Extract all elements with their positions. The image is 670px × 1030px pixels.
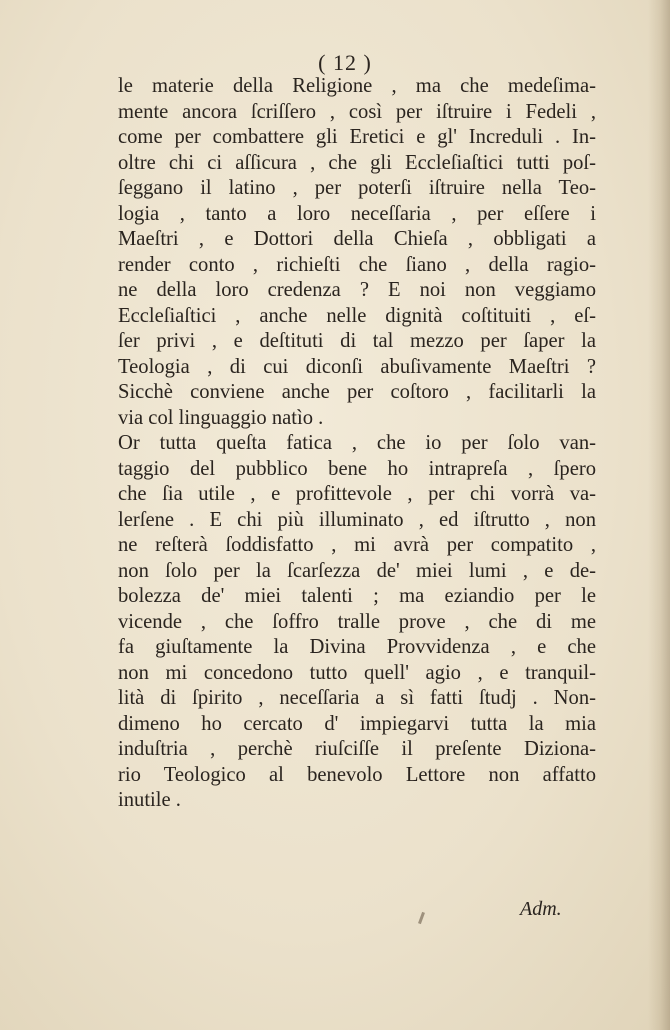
text-line: Teologia , di cui diconſi abuſivamente Maeſtri ? [118,355,596,378]
text-line: fa giuſtamente la Divina Provvidenza , e che [118,636,596,658]
page-number: ( 12 ) [318,50,372,75]
text-line: render conto , richieſti che ſiano , della ragio- [118,253,596,276]
text-line: come per combattere gli Eretici e gl' Increduli . In- [118,126,596,148]
text-line: ſeggano il latino , per poterſi iſtruire nella Teo- [118,177,596,199]
ink-mark [418,912,425,924]
text-line: lerſene . E chi più illuminato , ed iſtrutto , non [118,508,596,531]
text-line: taggio del pubblico bene ho intrapreſa , ſpero [118,457,596,480]
text-line: dimeno ho cercato d' impiegarvi tutta la mia [118,712,596,735]
text-line: via col linguaggio natìo . [118,406,324,429]
text-line: bolezza de' miei talenti ; ma eziandio per le [118,585,596,607]
text-line: induſtria , perchè riuſciſſe il preſente Diziona- [118,738,596,760]
text-line: Sicchè conviene anche per coſtoro , facilitarli la [118,381,596,403]
text-line: Maeſtri , e Dottori della Chieſa , obbligati a [118,228,596,250]
text-line: logia , tanto a loro neceſſaria , per eſſere i [118,202,596,225]
text-line: mente ancora ſcriſſero , così per iſtruire i Fedeli , [118,100,596,123]
text-line: le materie della Religione , ma che medeſima- [118,75,596,97]
text-line: inutile . [118,789,181,811]
text-line: non ſolo per la ſcarſezza de' miei lumi , e de- [118,559,596,582]
catchword: Adm. [520,898,562,920]
text-line: lità di ſpirito , neceſſaria a sì fatti ſtudj . Non- [118,687,596,709]
text-line: Eccleſiaſtici , anche nelle dignità coſtituiti , eſ- [118,304,596,327]
text-line: vicende , che ſoffro tralle prove , che di me [118,610,596,633]
body-text [118,74,596,814]
text-line: ne della loro credenza ? E noi non veggiamo [118,279,596,301]
paragraph-2 [118,431,596,814]
page-edge-shadow [648,0,670,1030]
text-line: Or tutta queſta fatica , che io per ſolo van- [118,432,596,454]
text-line: oltre chi ci aſſicura , che gli Eccleſiaſtici tutti poſ- [118,151,596,174]
text-line: non mi concedono tutto quell' agio , e tranquil- [118,661,596,684]
text-line: ſer privi , e deſtituti di tal mezzo per ſaper la [118,330,596,352]
text-line: rio Teologico al benevolo Lettore non affatto [118,763,596,786]
text-line: che ſia utile , e profittevole , per chi vorrà va- [118,483,596,505]
text-line: ne reſterà ſoddisfatto , mi avrà per compatito , [118,534,596,556]
paragraph-1 [118,74,596,431]
